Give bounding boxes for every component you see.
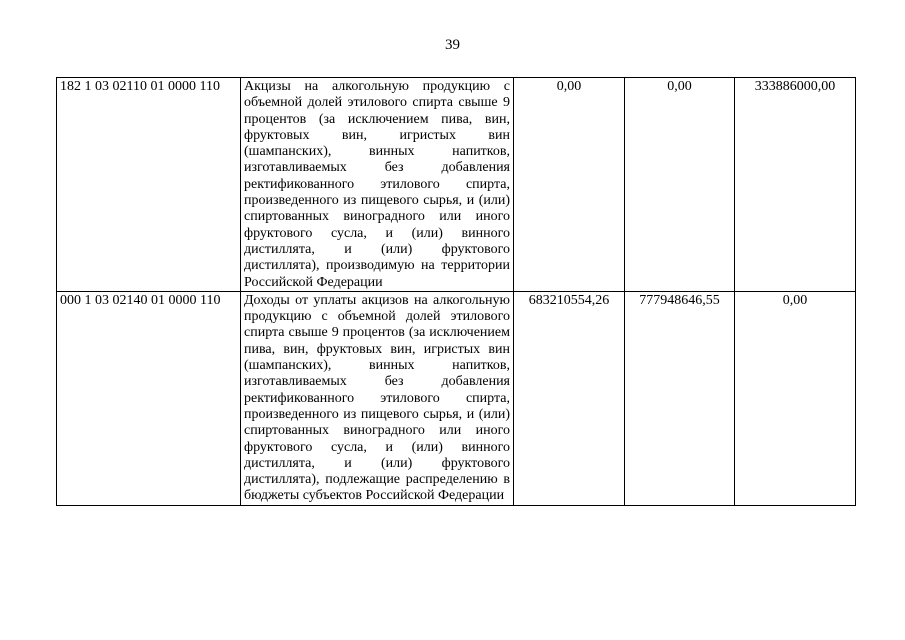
amount-column-3: 0,00 [735,291,856,505]
budget-classification-code: 000 1 03 02140 01 0000 110 [57,291,241,505]
table-row [57,291,856,505]
amount-column-2: 0,00 [625,78,735,292]
revenue-description: Акцизы на алкогольную продукцию с объемной долей этилового спирта свыше 9 процентов (за исключением пива, вин, фруктовых вин, игристых вин (шампанских), винных напитков, изготавливаемых без добавления ректификованного этилового спирта, произведенного из пищевого сырья, и (или) спиртованных виноградного или иного фруктового сусла, и (или) винного дистиллята, и (или) фруктового дистиллята), производимую на территории Российской Федерации [241,78,514,292]
page-number: 39 [445,37,460,53]
amount-column-2: 777948646,55 [625,291,735,505]
amount-column-1: 683210554,26 [514,291,625,505]
amount-column-1: 0,00 [514,78,625,292]
revenue-description: Доходы от уплаты акцизов на алкогольную продукцию с объемной долей этилового спирта свыше 9 процентов (за исключением пива, вин, фруктовых вин, игристых вин (шампанских), винных напитков, изготавливаемых без добавления ректификованного этилового спирта, произведенного из пищевого сырья, и (или) спиртованных виноградного или иного фруктового сусла, и (или) винного дистиллята, и (или) фруктового дистиллята), подлежащие распределению в бюджеты субъектов Российской Федерации [241,291,514,505]
table-row [57,78,856,292]
revenue-table [56,77,856,506]
amount-column-3: 333886000,00 [735,78,856,292]
budget-classification-code: 182 1 03 02110 01 0000 110 [57,78,241,292]
